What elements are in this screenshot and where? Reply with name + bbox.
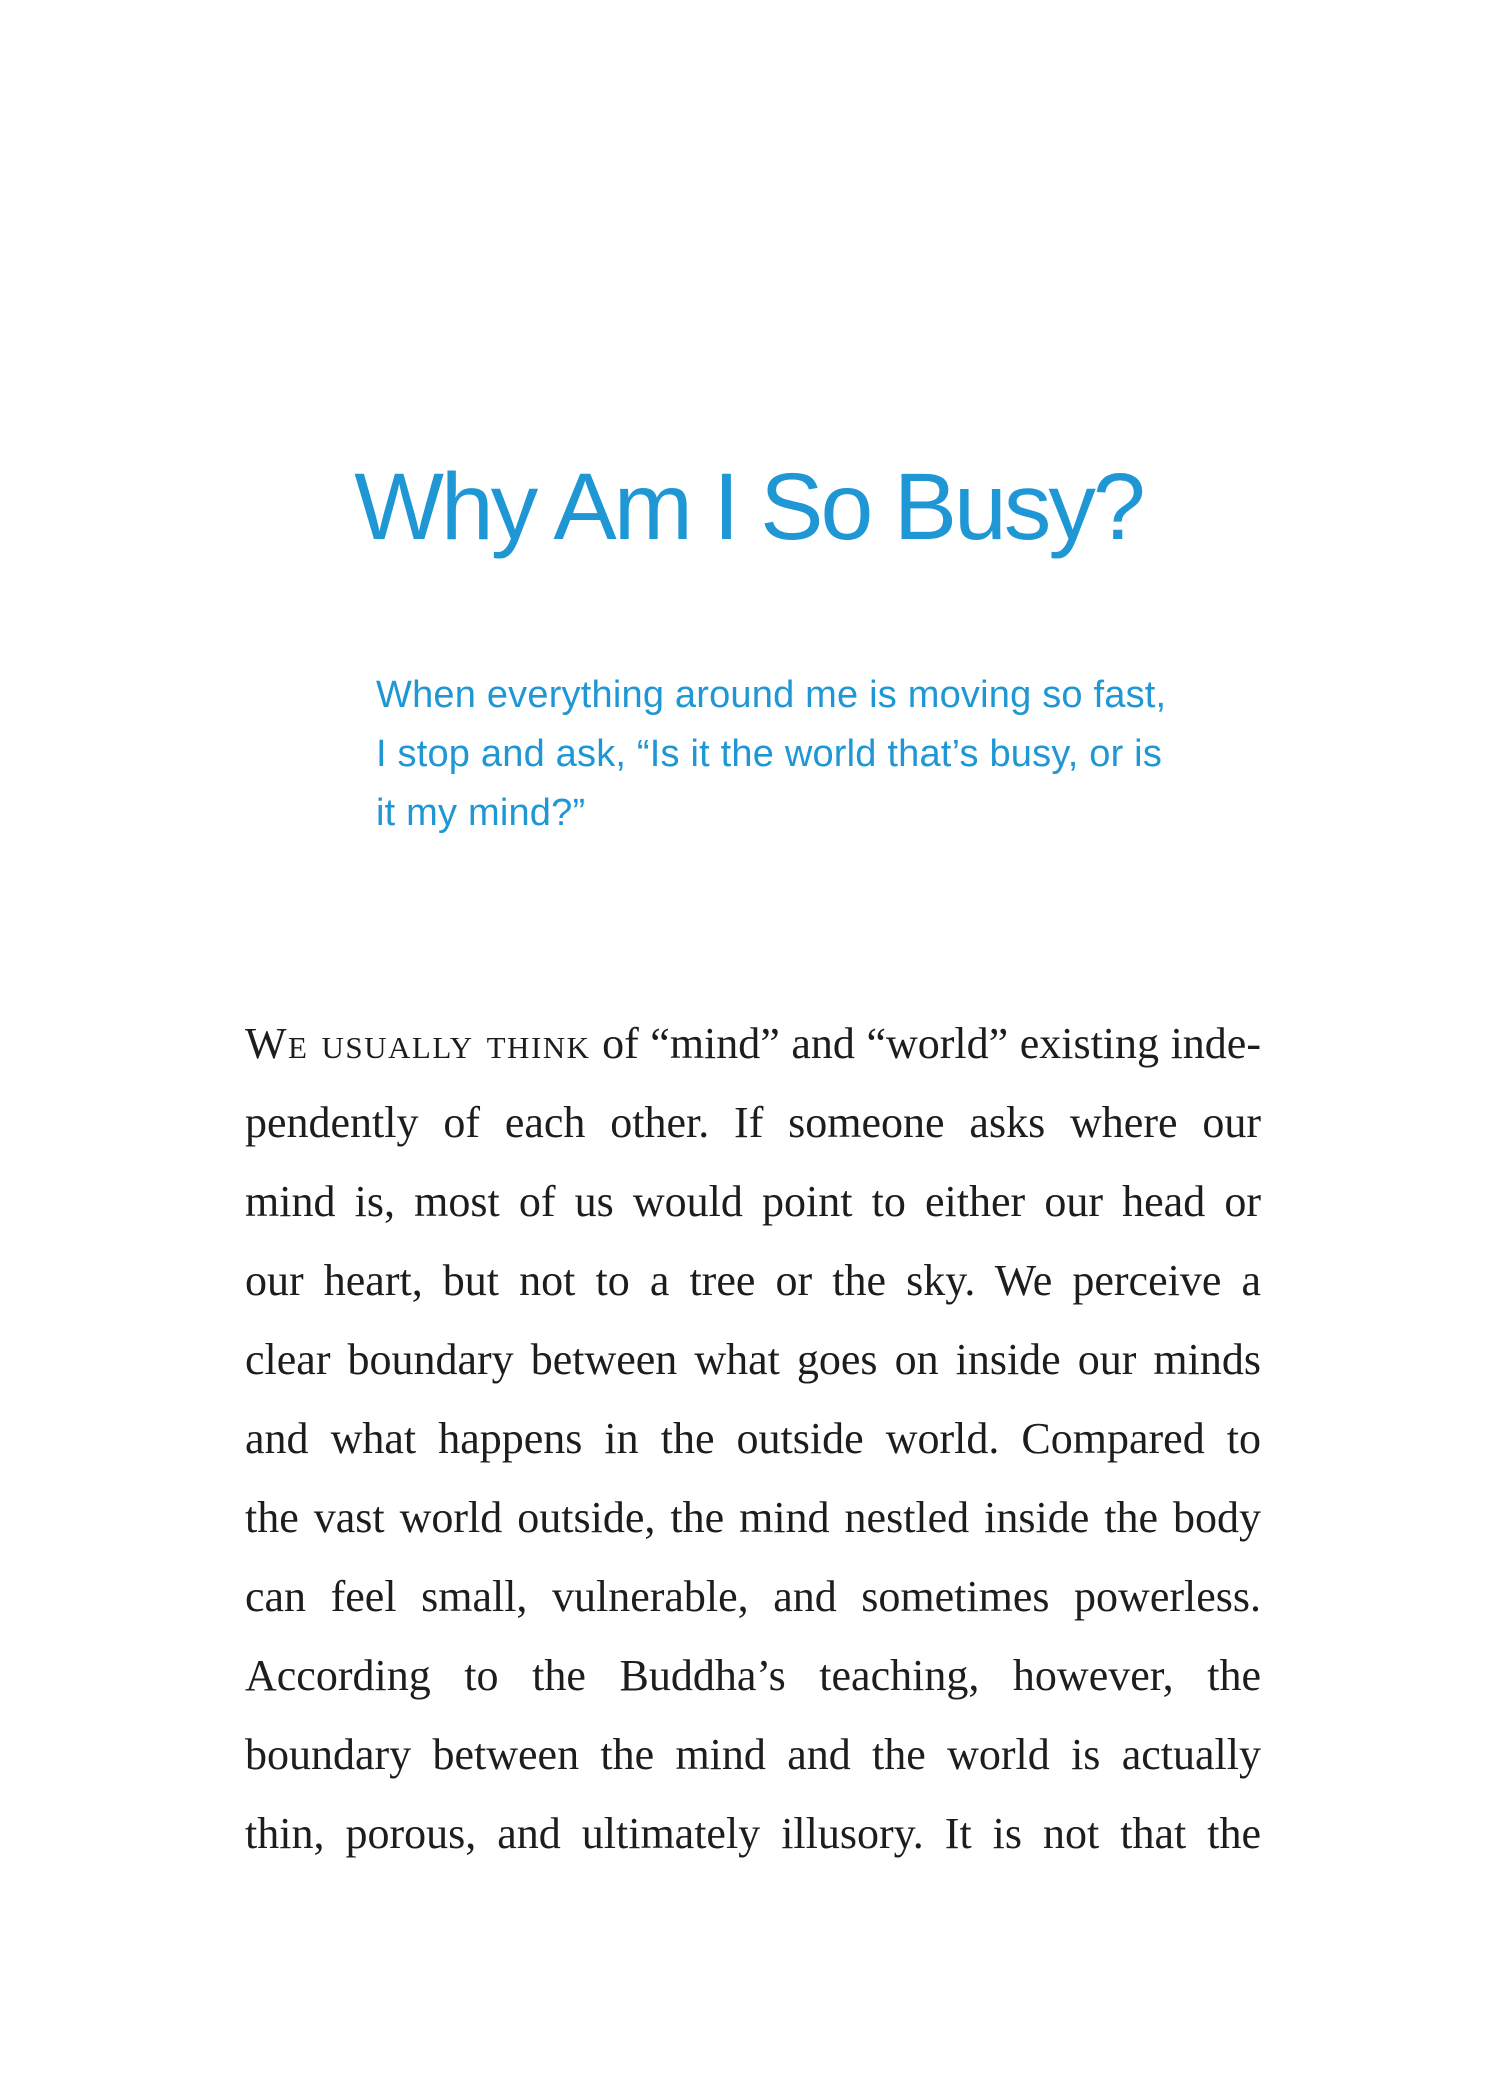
body-text-span: of “mind” and “world” existing inde- <box>590 1019 1261 1068</box>
epigraph-line: I stop and ask, “Is it the world that’s busy, or is <box>376 733 1163 775</box>
body-text-line: mind is, most of us would point to either our head or <box>245 1177 1261 1226</box>
body-text-line: thin, porous, and ultimately illusory. It is not that the <box>245 1809 1261 1858</box>
epigraph <box>376 666 1236 843</box>
body-text-line: the vast world outside, the mind nestled inside the body <box>245 1493 1261 1542</box>
epigraph-line: When everything around me is moving so fast, <box>376 674 1167 716</box>
body-text-line: boundary between the mind and the world is actually <box>245 1730 1261 1779</box>
epigraph-line: it my mind?” <box>376 792 586 834</box>
body-text-line: clear boundary between what goes on inside our minds <box>245 1335 1261 1384</box>
body-text-line: and what happens in the outside world. Compared to <box>245 1414 1261 1463</box>
body-paragraph <box>245 1004 1261 1873</box>
body-text-line: our heart, but not to a tree or the sky. We perceive a <box>245 1256 1261 1305</box>
body-text-line: According to the Buddha’s teaching, however, the <box>245 1651 1261 1700</box>
body-text-line <box>245 1004 1261 1083</box>
chapter-title: Why Am I So Busy? <box>354 454 1143 560</box>
body-text-line: pendently of each other. If someone asks where our <box>245 1098 1261 1147</box>
lead-small-caps: We usually think <box>245 1019 591 1068</box>
body-text-line: can feel small, vulnerable, and sometimes powerless. <box>245 1572 1261 1621</box>
